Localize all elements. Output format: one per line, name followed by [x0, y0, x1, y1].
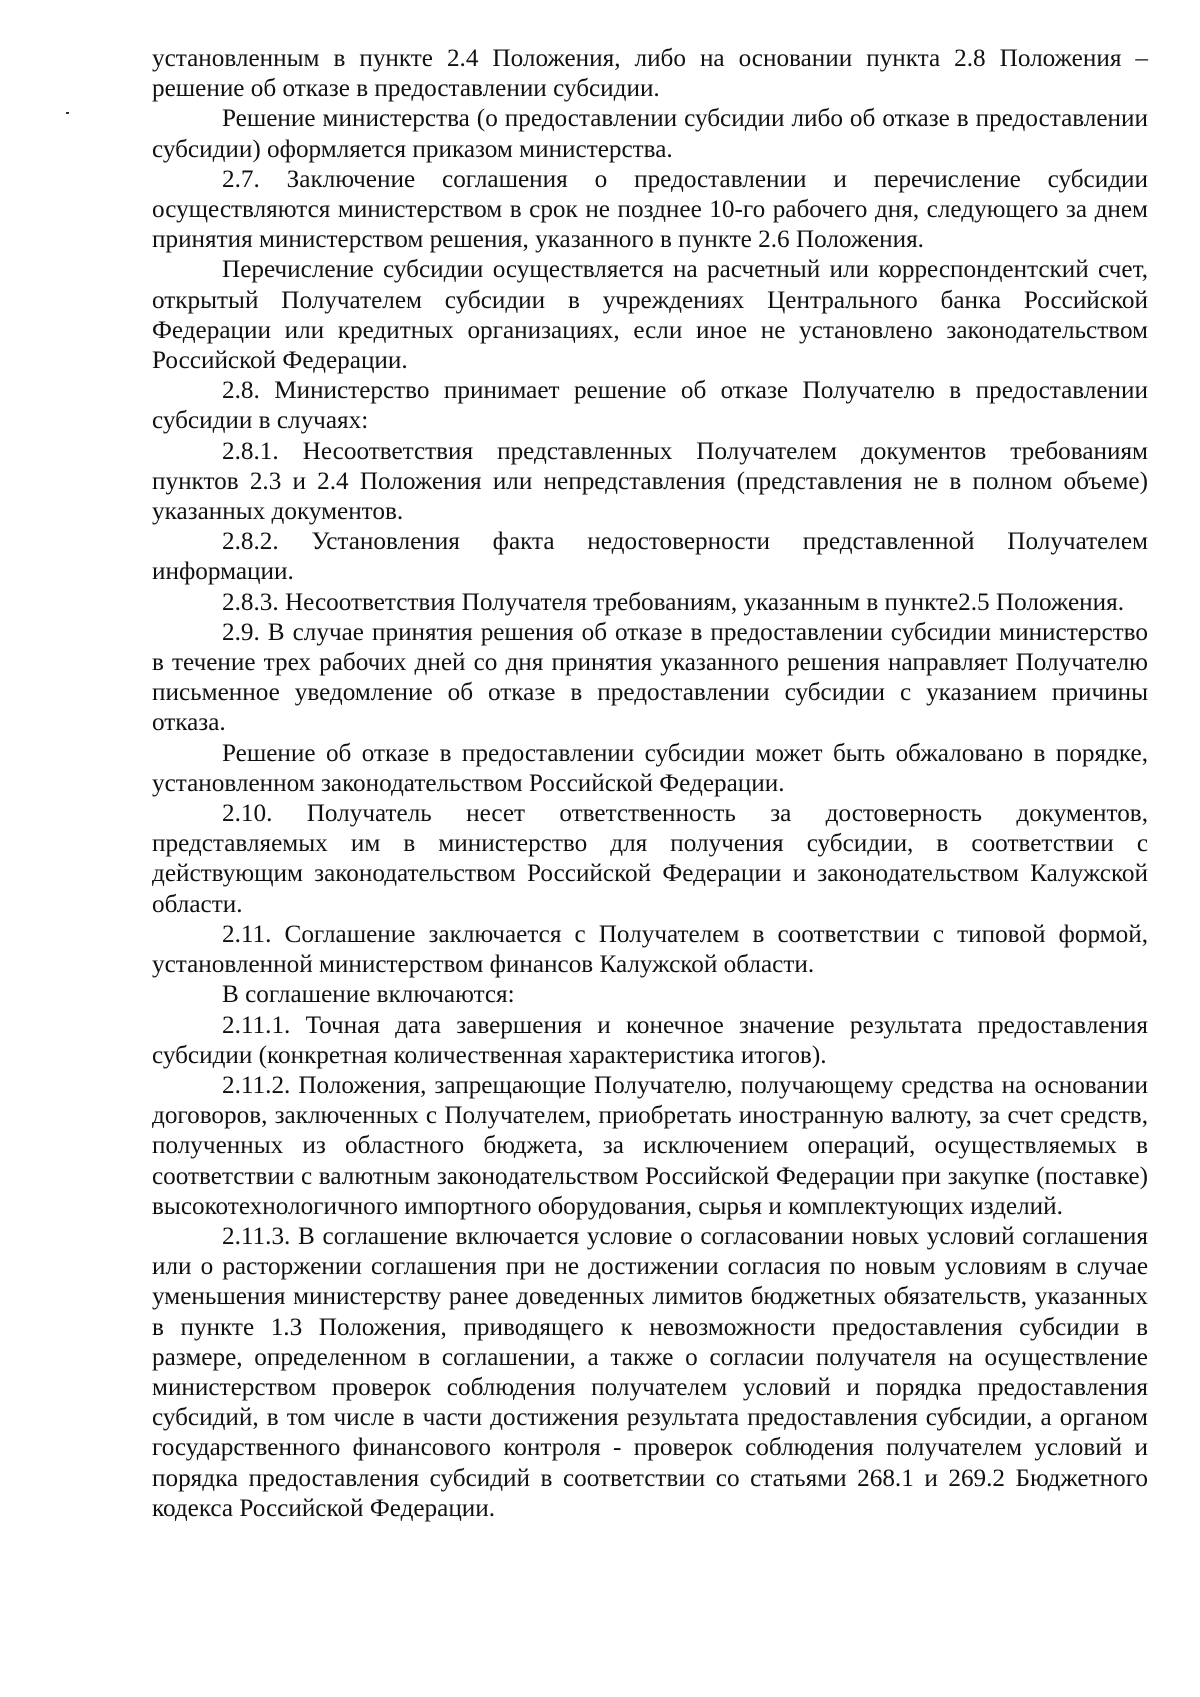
paragraph-2-8-3: 2.8.3. Несоответствия Получателя требованиям, указанным в пункте2.5 Положения. [222, 588, 1125, 616]
paragraph-2-8-2: 2.8.2. Установления факта недостоверности представленной Получателем информации. [152, 528, 1148, 586]
paragraph-2-11: 2.11. Соглашение заключается с Получателем в соответствии с типовой формой, установленной министерством финансов Калужской области. [152, 920, 1148, 979]
paragraph-2-9: 2.9. В случае принятия решения об отказе в предоставлении субсидии министерство в течение трех рабочих дней со дня принятия указанного решения направляет Получателю письменное уведомление об отказе в предоставлении субсидии с указанием причины отказа. [152, 618, 1148, 737]
paragraph-2-11-2: 2.11.2. Положения, запрещающие Получателю, получающему средства на основании договоров, заключенных с Получателем, приобретать иностранную валюту, за счет средств, полученных из областного бюджета, за исключением операций, осуществляемых в соответствии с валютным законодательством Российской Федерации при закупке (поставке) высокотехнологичного импортного оборудования, сырья и комплектующих изделий. [152, 1071, 1148, 1220]
paragraph-2-8-1: 2.8.1. Несоответствия представленных Получателем документов требованиям пунктов 2.3 и 2.4 Положения или непредставления (представления не в полном объеме) указанных документов. [152, 437, 1148, 526]
paragraph-2-7: 2.7. Заключение соглашения о предоставлении и перечисление субсидии осуществляются министерством в срок не позднее 10-го рабочего дня, следующего за днем принятия министерством решения, указанного в пункте 2.6 Положения. [152, 165, 1148, 254]
document-page [152, 44, 1148, 1524]
paragraph-2-11-3: 2.11.3. В соглашение включается условие о согласовании новых условий соглашения или о расторжении соглашения при не достижении согласия по новым условиям в случае уменьшения министерству ранее доведенных лимитов бюджетных обязательств, указанных в пункте 1.3 Положения, приводящего к невозможности предоставления субсидии в размере, определенном в соглашении, а также о согласии получателя на осуществление министерством проверок соблюдения получателем условий и порядка предоставления субсидий, в том числе в части достижения результата предоставления субсидии, а органом государственного финансового контроля - проверок соблюдения получателем условий и порядка предоставления субсидий в соответствии со статьями 268.1 и 269.2 Бюджетного кодекса Российской Федерации. [152, 1222, 1148, 1522]
scan-speck [66, 112, 69, 114]
paragraph-continuation: установленным в пункте 2.4 Положения, либо на основании пункта 2.8 Положения – решение об отказе в предоставлении субсидии. [152, 45, 1148, 103]
paragraph-decision-form: Решение министерства (о предоставлении субсидии либо об отказе в предоставлении субсидии) оформляется приказом министерства. [152, 105, 1148, 163]
paragraph-appeal: Решение об отказе в предоставлении субсидии может быть обжаловано в порядке, установленном законодательством Российской Федерации. [152, 739, 1148, 797]
paragraph-includes: В соглашение включаются: [222, 981, 515, 1009]
paragraph-2-10: 2.10. Получатель несет ответственность за достоверность документов, представляемых им в министерство для получения субсидии, в соответствии с действующим законодательством Российской Федерации и законодательством Калужской области. [152, 800, 1148, 918]
paragraph-transfer: Перечисление субсидии осуществляется на расчетный или корреспондентский счет, открытый Получателем субсидии в учреждениях Центрального банка Российской Федерации или кредитных организациях, если иное не установлено законодательством Российской Федерации. [152, 256, 1148, 375]
paragraph-2-8: 2.8. Министерство принимает решение об отказе Получателю в предоставлении субсидии в случаях: [152, 377, 1148, 435]
paragraph-2-11-1: 2.11.1. Точная дата завершения и конечное значение результата предоставления субсидии (конкретная количественная характеристика итогов). [152, 1011, 1148, 1069]
